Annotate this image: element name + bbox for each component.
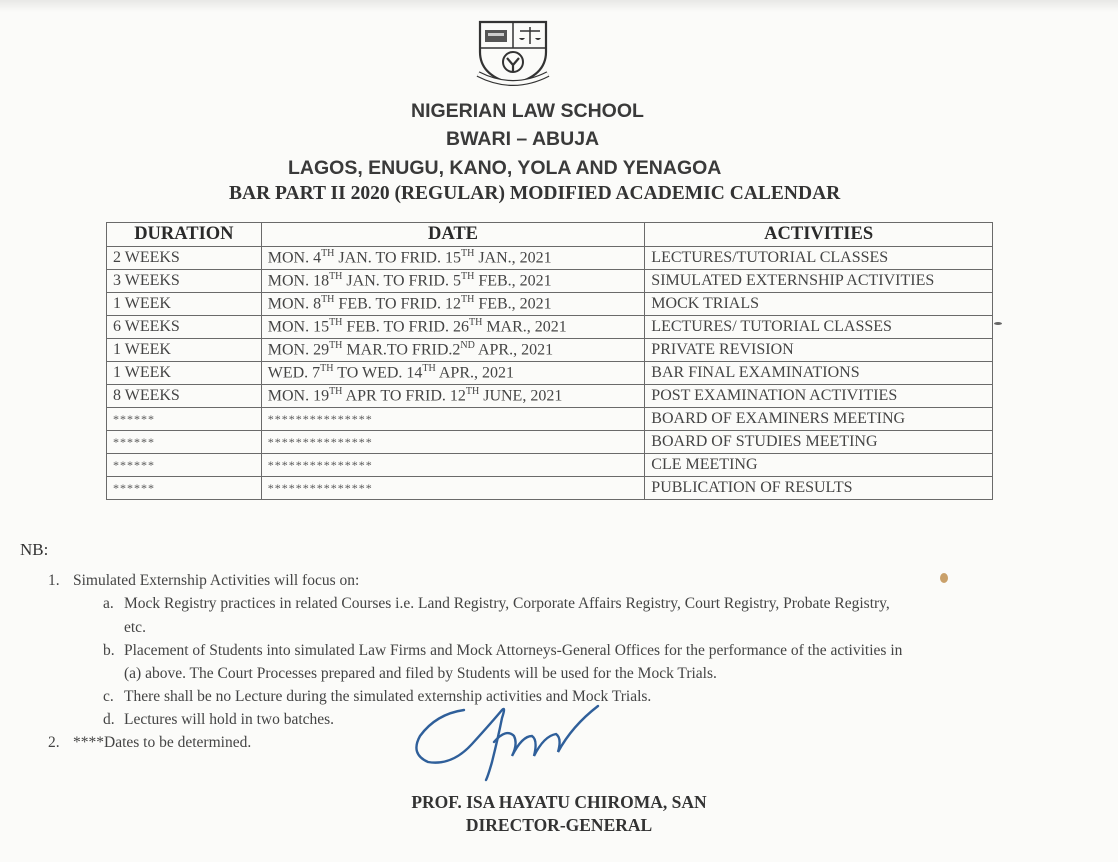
table-row <box>107 431 993 454</box>
date-ordinal-suffix: TH <box>329 317 343 329</box>
date-cell <box>261 247 645 270</box>
note-1d-label: d. <box>103 711 115 728</box>
table-row <box>107 247 993 270</box>
date-text: *************** <box>267 480 373 495</box>
note-1b-line-2: (a) above. The Court Processes prepared and filed by Students will be used for the Mock Trials. <box>124 665 717 682</box>
activity-cell: SIMULATED EXTERNSHIP ACTIVITIES <box>645 270 993 293</box>
date-text: MON. 8 <box>267 295 322 313</box>
date-cell <box>261 293 645 316</box>
date-cell <box>261 408 645 431</box>
date-cell <box>261 316 645 339</box>
activity-cell: BOARD OF STUDIES MEETING <box>645 431 993 454</box>
date-cell <box>261 270 645 293</box>
activity-cell: PRIVATE REVISION <box>645 339 993 362</box>
note-2-text: ****Dates to be determined. <box>73 734 252 751</box>
date-cell <box>261 385 645 408</box>
note-1c-label: c. <box>103 688 114 705</box>
table-row <box>107 454 993 477</box>
date-text: MON. 15 <box>267 318 330 336</box>
date-text: *************** <box>267 434 373 449</box>
date-text: MAR.TO FRID.2 <box>342 341 461 359</box>
table-row <box>107 477 993 500</box>
campus-list: LAGOS, ENUGU, KANO, YOLA AND YENAGOA <box>288 157 722 179</box>
activity-cell: LECTURES/TUTORIAL CLASSES <box>645 247 993 270</box>
note-1b-line-1: Placement of Students into simulated Law Firms and Mock Attorneys-General Offices for the performance of the activities in <box>124 642 903 659</box>
date-text: FEB. TO FRID. 12 <box>334 295 461 313</box>
campus-location: BWARI – ABUJA <box>446 128 600 150</box>
duration-cell: ****** <box>107 408 262 431</box>
note-2-number: 2. <box>48 734 60 751</box>
date-text: WED. 7 <box>267 364 321 382</box>
signature-image <box>402 696 612 784</box>
scan-speck <box>994 322 1002 325</box>
date-text: *************** <box>267 411 373 426</box>
duration-cell: 8 WEEKS <box>107 385 262 408</box>
duration-cell: 6 WEEKS <box>107 316 262 339</box>
date-text: JAN. TO FRID. 15 <box>334 249 461 267</box>
date-text: APR., 2021 <box>435 364 514 382</box>
date-text: JUNE, 2021 <box>479 387 563 405</box>
activity-cell: PUBLICATION OF RESULTS <box>645 477 993 500</box>
note-1c-text: There shall be no Lecture during the simulated externship activities and Mock Trials. <box>124 688 652 705</box>
academic-calendar-table <box>106 222 993 500</box>
duration-cell: 3 WEEKS <box>107 270 262 293</box>
duration-cell: 2 WEEKS <box>107 247 262 270</box>
date-text: TO WED. 14 <box>333 364 423 382</box>
date-ordinal-suffix: TH <box>468 317 483 329</box>
table-row <box>107 385 993 408</box>
table-row <box>107 339 993 362</box>
duration-cell: ****** <box>107 477 262 500</box>
date-cell <box>261 477 645 500</box>
school-name: NIGERIAN LAW SCHOOL <box>411 100 644 122</box>
date-cell <box>261 431 645 454</box>
date-cell <box>261 454 645 477</box>
date-text: FEB., 2021 <box>474 272 552 290</box>
date-text: MON. 19 <box>267 387 330 405</box>
date-ordinal-suffix: TH <box>329 386 343 398</box>
date-text: FEB., 2021 <box>474 295 552 313</box>
date-text: MON. 18 <box>267 272 330 290</box>
activity-cell: MOCK TRIALS <box>645 293 993 316</box>
date-cell <box>261 362 645 385</box>
duration-cell: ****** <box>107 454 262 477</box>
signatory-title: DIRECTOR-GENERAL <box>465 815 653 835</box>
date-ordinal-suffix: TH <box>321 248 335 260</box>
column-header-activities: ACTIVITIES <box>645 223 993 247</box>
duration-cell: ****** <box>107 431 262 454</box>
table-row <box>107 316 993 339</box>
calendar-title: BAR PART II 2020 (REGULAR) MODIFIED ACADEMIC CALENDAR <box>229 183 841 204</box>
signatory-name: PROF. ISA HAYATU CHIROMA, SAN <box>411 792 707 812</box>
note-1d-text: Lectures will hold in two batches. <box>124 711 335 728</box>
column-header-date: DATE <box>261 223 645 247</box>
date-ordinal-suffix: TH <box>321 294 335 306</box>
date-ordinal-suffix: TH <box>329 271 343 283</box>
date-text: MON. 4 <box>267 249 322 267</box>
activity-cell: BOARD OF EXAMINERS MEETING <box>645 408 993 431</box>
date-ordinal-suffix: TH <box>460 248 475 260</box>
date-text: JAN., 2021 <box>474 249 552 267</box>
date-ordinal-suffix: TH <box>465 386 480 398</box>
date-ordinal-suffix: ND <box>460 340 475 352</box>
date-text: APR., 2021 <box>474 341 554 359</box>
date-text: FEB. TO FRID. 26 <box>342 318 469 336</box>
scan-top-edge <box>0 0 1118 12</box>
activity-cell: LECTURES/ TUTORIAL CLASSES <box>645 316 993 339</box>
table-row <box>107 362 993 385</box>
date-ordinal-suffix: TH <box>320 363 334 375</box>
duration-cell: 1 WEEK <box>107 293 262 316</box>
table-row <box>107 408 993 431</box>
nb-label: NB: <box>20 540 49 559</box>
activity-cell: POST EXAMINATION ACTIVITIES <box>645 385 993 408</box>
table-row <box>107 293 993 316</box>
date-text: APR TO FRID. 12 <box>342 387 466 405</box>
duration-cell: 1 WEEK <box>107 339 262 362</box>
table-header-row <box>107 223 993 247</box>
date-text: *************** <box>267 457 373 472</box>
date-text: MAR., 2021 <box>482 318 567 336</box>
note-1-text: Simulated Externship Activities will focus on: <box>73 572 360 589</box>
activity-cell: CLE MEETING <box>645 454 993 477</box>
note-1a-line-2: etc. <box>124 619 146 636</box>
date-ordinal-suffix: TH <box>329 340 343 352</box>
table-row <box>107 270 993 293</box>
date-ordinal-suffix: TH <box>460 294 475 306</box>
duration-cell: 1 WEEK <box>107 362 262 385</box>
date-cell <box>261 339 645 362</box>
column-header-duration: DURATION <box>107 223 262 247</box>
note-1-number: 1. <box>48 572 60 589</box>
note-1a-label: a. <box>103 595 114 612</box>
scan-speck <box>940 573 948 583</box>
note-1a-line-1: Mock Registry practices in related Courses i.e. Land Registry, Corporate Affairs Registry, Court Registry, Probate Registry, <box>124 595 890 612</box>
activity-cell: BAR FINAL EXAMINATIONS <box>645 362 993 385</box>
law-school-crest-icon <box>472 18 554 88</box>
date-text: JAN. TO FRID. 5 <box>342 272 461 290</box>
date-ordinal-suffix: TH <box>422 363 436 375</box>
date-ordinal-suffix: TH <box>460 271 475 283</box>
note-1b-label: b. <box>103 642 115 659</box>
date-text: MON. 29 <box>267 341 330 359</box>
